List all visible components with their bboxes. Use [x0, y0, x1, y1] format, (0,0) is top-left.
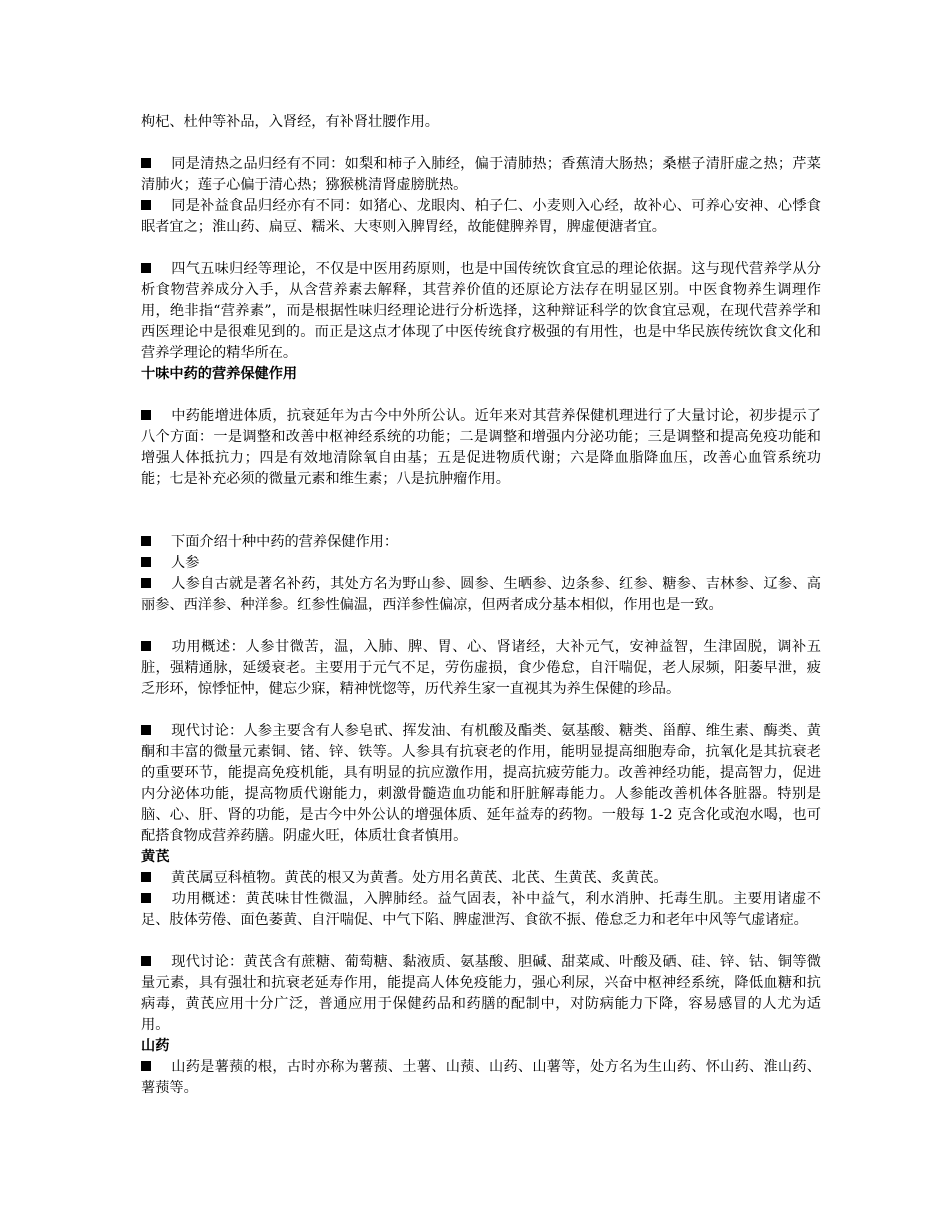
paragraph-text: 现代讨论：黄芪含有蔗糖、葡萄糖、黏液质、氨基酸、胆碱、甜菜咸、叶酸及硒、硅、锌、钴、铜等微量元素，具有强壮和抗衰老延寿作用，能提高人体免疫能力，强心利尿，兴奋中枢神经系统，降低血糖和抗病毒，黄芪应用十分广泛，普通应用于保健药品和药膳的配制中，对防病能力下降，容易感冒的人尤为适用。 [141, 954, 821, 1033]
paragraph-gap [141, 385, 821, 406]
section-heading: 黄芪 [141, 849, 170, 865]
paragraph-text: 同是清热之品归经有不同：如梨和柿子入肺经，偏于清肺热；香蕉清大肠热；桑椹子清肝虚之热；芹菜清肺火；莲子心偏于清心热；猕猴桃清肾虚膀胱热。 [141, 156, 821, 193]
bullet-paragraph [141, 868, 821, 889]
bullet-paragraph [141, 952, 821, 1036]
bullet-paragraph [141, 889, 821, 931]
document-page [141, 112, 821, 1099]
paragraph-text: 黄芪属豆科植物。黄芪的根又为黄耆。处方用名黄芪、北芪、生黄芪、炙黄芪。 [171, 870, 668, 886]
square-bullet-icon [141, 536, 151, 546]
paragraph-text: 中药能增进体质，抗衰延年为古今中外所公认。近年来对其营养保健机理进行了大量讨论，初步提示了八个方面：一是调整和改善中枢神经系统的功能；二是调整和增强内分泌功能；三是调整和提高免疫功能和增强人体抵抗力；四是有效地清除氧自由基；五是促进物质代谢；六是降血脂降血压，改善心血管系统功能；七是补充必须的微量元素和维生素；八是抗肿瘤作用。 [141, 408, 821, 487]
paragraph-text: 人参自古就是著名补药，其处方名为野山参、圆参、生晒参、边条参、红参、糖参、吉林参、辽参、高丽参、西洋参、种洋参。红参性偏温，西洋参性偏凉，但两者成分基本相似，作用也是一致。 [141, 576, 821, 613]
square-bullet-icon [141, 200, 151, 210]
square-bullet-icon [141, 956, 151, 966]
paragraph-text: 现代讨论：人参主要含有人参皂甙、挥发油、有机酸及酯类、氨基酸、糖类、甾醇、维生素、酶类、黄酮和丰富的微量元素铜、锗、锌、铁等。人参具有抗衰老的作用，能明显提高细胞寿命，抗氧化是其抗衰老的重要环节，能提高免疫机能，具有明显的抗应激作用，提高抗疲劳能力。改善神经功能，提高智力，促进内分泌体功能，提高物质代谢能力，刺激骨髓造血功能和肝脏解毒能力。人参能改善机体各脏器。特别是脑、心、肝、肾的功能，是古今中外公认的增强体质、延年益寿的药物。一般每 1-2 克含化或泡水喝，也可配搭食物成营养药膳。阴虚火旺，体质壮食者慎用。 [141, 723, 821, 844]
square-bullet-icon [141, 410, 151, 420]
paragraph-gap [141, 700, 821, 721]
paragraph-gap [141, 616, 821, 637]
bullet-paragraph [141, 637, 821, 700]
square-bullet-icon [141, 578, 151, 588]
bullet-paragraph [141, 553, 821, 574]
paragraph-text: 四气五味归经等理论，不仅是中医用药原则，也是中国传统饮食宜忌的理论依据。这与现代营养学从分析食物营养成分入手，从含营养素去解释，其营养价值的还原论方法存在明显区别。中医食物养生调理作用，绝非指“营养素”，而是根据性味归经理论进行分析选择，这种辩证科学的饮食宜忌观，在现代营养学和西医理论中是很难见到的。而正是这点才体现了中医传统食疗极强的有用性，也是中华民族传统饮食文化和营养学理论的精华所在。 [141, 261, 821, 361]
paragraph-text: 山药是薯蓣的根，古时亦称为薯蓣、土薯、山蓣、山药、山薯等，处方名为生山药、怀山药、淮山药、薯蓣等。 [141, 1059, 821, 1096]
section-heading: 山药 [141, 1038, 170, 1054]
bullet-paragraph [141, 406, 821, 490]
square-bullet-icon [141, 557, 151, 567]
square-bullet-icon [141, 263, 151, 273]
square-bullet-icon [141, 1061, 151, 1071]
bullet-paragraph [141, 154, 821, 196]
bullet-paragraph [141, 1057, 821, 1099]
bullet-paragraph [141, 574, 821, 616]
paragraph-gap [141, 931, 821, 952]
paragraph-text: 功用概述：人参甘微苦，温，入肺、脾、胃、心、肾诸经，大补元气，安神益智，生津固脱，调补五脏，强精通脉，延缓衰老。主要用于元气不足，劳伤虚损，食少倦怠，自汗喘促，老人尿频，阳萎早泄，疲乏形环，惊悸怔忡，健忘少寐，精神恍惚等，历代养生家一直视其为养生保健的珍品。 [141, 639, 821, 697]
paragraph: 枸杞、杜仲等补品，入肾经，有补肾壮腰作用。 [141, 114, 439, 130]
bullet-paragraph [141, 259, 821, 364]
square-bullet-icon [141, 641, 151, 651]
paragraph-gap [141, 133, 821, 154]
paragraph-text: 同是补益食品归经亦有不同：如猪心、龙眼肉、柏子仁、小麦则入心经，故补心、可养心安神、心悸食眠者宜之；淮山药、扁豆、糯米、大枣则入脾胃经，故能健脾养胃，脾虚便溏者宜。 [141, 198, 821, 235]
square-bullet-icon [141, 158, 151, 168]
bullet-paragraph [141, 196, 821, 238]
bullet-paragraph [141, 532, 821, 553]
paragraph-text: 下面介绍十种中药的营养保健作用： [171, 534, 399, 550]
paragraph-text: 功用概述：黄芪味甘性微温，入脾肺经。益气固表，补中益气，利水消肿、托毒生肌。主要用诸虚不足、肢体劳倦、面色萎黄、自汗喘促、中气下陷、脾虚泄泻、食欲不振、倦怠乏力和老年中风等气虚诸症。 [141, 891, 821, 928]
paragraph-gap [141, 490, 821, 532]
square-bullet-icon [141, 893, 151, 903]
section-heading: 十味中药的营养保健作用 [141, 366, 298, 382]
square-bullet-icon [141, 872, 151, 882]
bullet-paragraph [141, 721, 821, 847]
paragraph-gap [141, 238, 821, 259]
square-bullet-icon [141, 725, 151, 735]
paragraph-text: 人参 [171, 555, 200, 571]
